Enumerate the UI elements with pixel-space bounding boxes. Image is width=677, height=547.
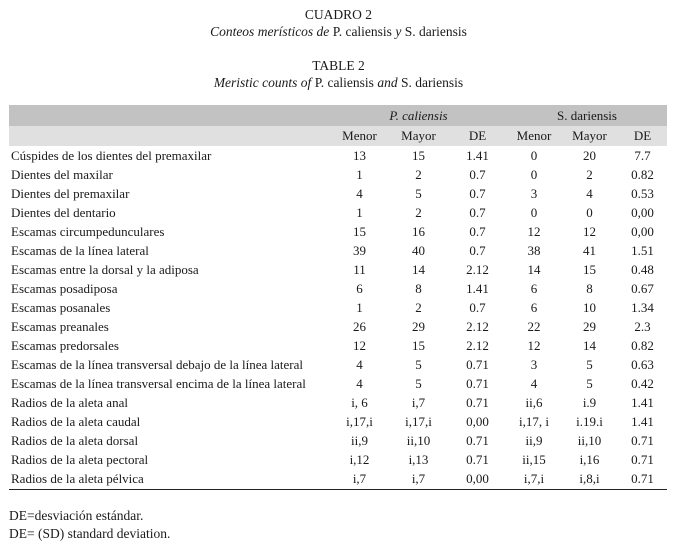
sub-header-de: DE: [618, 126, 667, 146]
row-label: Escamas de la línea transversal debajo de la línea lateral: [11, 356, 303, 372]
table-cell: i.9: [582, 394, 597, 410]
row-label: Escamas entre la dorsal y la adiposa: [11, 261, 199, 277]
note-de-spanish: DE=desviación estándar.: [9, 508, 144, 523]
table-row: [9, 393, 667, 412]
table-cell: i,16: [579, 451, 600, 467]
table-title: TABLE 2: [312, 58, 365, 73]
table-cell: 0,00: [448, 469, 507, 490]
table-cell: 5: [586, 356, 593, 372]
header-blank: [9, 105, 330, 126]
meristic-table: [9, 105, 667, 490]
table-cell: 0.63: [631, 356, 654, 372]
table-cell: 4: [356, 185, 363, 201]
table-cell: 0.7: [469, 299, 486, 315]
table-cell: 8: [415, 280, 422, 296]
table-cell: 2.3: [634, 318, 651, 334]
table-cell: 0: [530, 147, 538, 163]
table-cell: i,17,i: [346, 413, 373, 429]
table-cell: 15: [583, 261, 596, 277]
row-label: Radios de la aleta caudal: [11, 413, 141, 429]
table-cell: 0.82: [631, 337, 654, 353]
row-label: Escamas posanales: [11, 299, 111, 315]
table-cell: 1.34: [631, 299, 654, 315]
table-cell: 0.82: [631, 166, 654, 182]
cuadro-title: CUADRO 2: [304, 7, 373, 22]
table-cell: 0.71: [466, 375, 489, 391]
table-cell: 3: [530, 185, 538, 201]
cuadro-connector: y: [391, 24, 405, 39]
table-cell: 5: [415, 185, 422, 201]
table-cell: 15: [412, 147, 425, 163]
table-species-a: P. caliensis: [314, 75, 374, 90]
note-de-english: DE= (SD) standard deviation.: [9, 526, 171, 541]
cuadro-caption-lead: Conteos merísticos de: [210, 24, 333, 39]
table-cell: i,7: [411, 394, 426, 410]
table-cell: 12: [527, 223, 541, 239]
table-cell: 0.71: [631, 451, 654, 467]
table-cell: 0.7: [469, 223, 486, 239]
row-label: Escamas predorsales: [11, 337, 119, 353]
table-cell: ii,10: [577, 432, 602, 448]
table-cell: 5: [415, 375, 422, 391]
table-cell: 1.41: [466, 280, 489, 296]
table-cell: i, 6: [351, 394, 368, 410]
cuadro-species-a: P. caliensis: [332, 24, 392, 39]
table-cell: i,12: [349, 451, 370, 467]
table-cell: 26: [353, 318, 366, 334]
table-cell: 0.7: [469, 204, 486, 220]
row-label: Radios de la aleta anal: [11, 394, 128, 410]
table-cell: i,8,i: [561, 469, 618, 490]
table-cell: 0.7: [469, 242, 486, 258]
table-cell: 7.7: [634, 147, 651, 163]
table-cell: 1.51: [631, 242, 654, 258]
table-cell: 0.71: [466, 432, 489, 448]
table-cell: 4: [530, 375, 538, 391]
table-cell: i,17, i: [519, 413, 549, 429]
table-cell: 5: [586, 375, 593, 391]
table-cell: 13: [353, 147, 366, 163]
table-cell: i.19.i: [576, 413, 603, 429]
table-cell: 2: [586, 166, 593, 182]
table-row: [9, 203, 667, 222]
table-species-b: S. dariensis: [400, 75, 464, 90]
row-label: Escamas de la línea transversal encima de la línea lateral: [11, 375, 306, 391]
table-cell: 15: [353, 223, 366, 239]
table-cell: 0: [586, 204, 593, 220]
table-cell: 14: [583, 337, 596, 353]
table-row: [9, 374, 667, 393]
table-cell: 12: [583, 223, 596, 239]
table-cell: 38: [527, 242, 541, 258]
table-cell: 0.7: [469, 185, 486, 201]
table-cell: 16: [412, 223, 425, 239]
table-cell: 0.71: [618, 469, 667, 490]
table-cell: 40: [412, 242, 425, 258]
table-cell: 29: [412, 318, 425, 334]
table-cell: 0: [530, 166, 538, 182]
table-cell: 20: [583, 147, 596, 163]
table-cell: i,7: [330, 469, 389, 490]
table-row: [9, 336, 667, 355]
group-header-s-dariensis: S. dariensis: [507, 105, 667, 126]
cuadro-species-b: S. dariensis: [404, 24, 467, 39]
table-cell: 0.71: [466, 451, 489, 467]
table-row: [9, 431, 667, 450]
table-row: [9, 241, 667, 260]
table-cell: 15: [412, 337, 425, 353]
table-cell: 0: [530, 204, 538, 220]
row-label: Escamas posadiposa: [11, 280, 118, 296]
row-label: Dientes del dentario: [11, 204, 116, 220]
table-cell: 1: [356, 299, 363, 315]
row-label: Escamas preanales: [11, 318, 109, 334]
table-cell: 12: [353, 337, 366, 353]
table-cell: 0.71: [466, 394, 489, 410]
sub-header-de: DE: [448, 126, 507, 146]
table-cell: 0.48: [631, 261, 654, 277]
table-cell: 0.7: [469, 166, 486, 182]
row-label: Escamas circumpedunculares: [11, 223, 165, 239]
table-cell: 14: [527, 261, 541, 277]
table-cell: 1.41: [631, 413, 654, 429]
table-cell: 4: [356, 356, 363, 372]
table-cell: 0.71: [631, 432, 654, 448]
table-row: [9, 469, 667, 490]
table-row: [9, 184, 667, 203]
row-label: Radios de la aleta pélvica: [9, 469, 330, 490]
table-cell: i,7: [389, 469, 448, 490]
table-cell: ii,9: [525, 432, 543, 448]
group-header-p-caliensis: P. caliensis: [330, 105, 507, 126]
table-row: [9, 260, 667, 279]
table-cell: 2: [415, 166, 422, 182]
table-cell: 3: [530, 356, 538, 372]
table-row: [9, 450, 667, 469]
table-row: [9, 412, 667, 431]
table-cell: 0.53: [631, 185, 654, 201]
table-cell: 4: [586, 185, 593, 201]
table-cell: ii,6: [525, 394, 543, 410]
table-connector: and: [373, 75, 401, 90]
table-cell: 6: [356, 280, 363, 296]
table-cell: 5: [415, 356, 422, 372]
table-cell: ii,9: [351, 432, 368, 448]
table-cell: 0,00: [631, 223, 654, 239]
table-cell: 10: [583, 299, 596, 315]
row-label: Dientes del premaxilar: [11, 185, 130, 201]
table-row: [9, 279, 667, 298]
row-label: Dientes del maxilar: [11, 166, 113, 182]
sub-header-menor: Menor: [330, 126, 389, 146]
group-header-row: [9, 105, 667, 126]
table-cell: 0,00: [466, 413, 489, 429]
table-cell: 1: [356, 166, 363, 182]
table-cell: 1.41: [466, 147, 489, 163]
table-cell: 2.12: [466, 337, 489, 353]
row-label: Radios de la aleta pectoral: [11, 451, 149, 467]
sub-header-row: [9, 126, 667, 146]
table-cell: 11: [353, 261, 366, 277]
table-cell: 2.12: [466, 318, 489, 334]
table-cell: 2.12: [466, 261, 489, 277]
table-cell: 1: [356, 204, 363, 220]
table-cell: 29: [583, 318, 596, 334]
row-label: Radios de la aleta dorsal: [11, 432, 139, 448]
table-cell: 6: [530, 299, 538, 315]
table-cell: 1.41: [631, 394, 654, 410]
table-cell: i,7,i: [507, 469, 561, 490]
sub-header-mayor: Mayor: [561, 126, 618, 146]
table-body: [9, 146, 667, 490]
table-cell: 14: [412, 261, 425, 277]
table-cell: 2: [415, 299, 422, 315]
row-label: Escamas de la línea lateral: [11, 242, 149, 258]
table-caption-lead: Meristic counts of: [213, 75, 315, 90]
table-cell: 6: [530, 280, 538, 296]
table-row: [9, 222, 667, 241]
table-cell: i,13: [408, 451, 429, 467]
table-row: [9, 355, 667, 374]
table-cell: 0.71: [466, 356, 489, 372]
table-cell: 0.42: [631, 375, 654, 391]
table-cell: 41: [583, 242, 596, 258]
table-cell: 12: [527, 337, 541, 353]
table-row: [9, 146, 667, 165]
sub-header-blank: [9, 126, 330, 146]
table-cell: ii,10: [406, 432, 431, 448]
sub-header-mayor: Mayor: [389, 126, 448, 146]
table-row: [9, 317, 667, 336]
table-cell: 39: [353, 242, 366, 258]
table-cell: 4: [356, 375, 363, 391]
table-cell: 0,00: [631, 204, 654, 220]
table-cell: ii,15: [522, 451, 546, 467]
cuadro-caption: [0, 23, 677, 40]
table-cell: 0.67: [631, 280, 654, 296]
row-label: Cúspides de los dientes del premaxilar: [11, 147, 212, 163]
table-cell: 8: [586, 280, 593, 296]
table-cell: 22: [527, 318, 541, 334]
table-row: [9, 298, 667, 317]
table-cell: 2: [415, 204, 422, 220]
sub-header-menor: Menor: [507, 126, 561, 146]
table-cell: i,17,i: [405, 413, 432, 429]
table-row: [9, 165, 667, 184]
table-caption: [0, 74, 677, 91]
